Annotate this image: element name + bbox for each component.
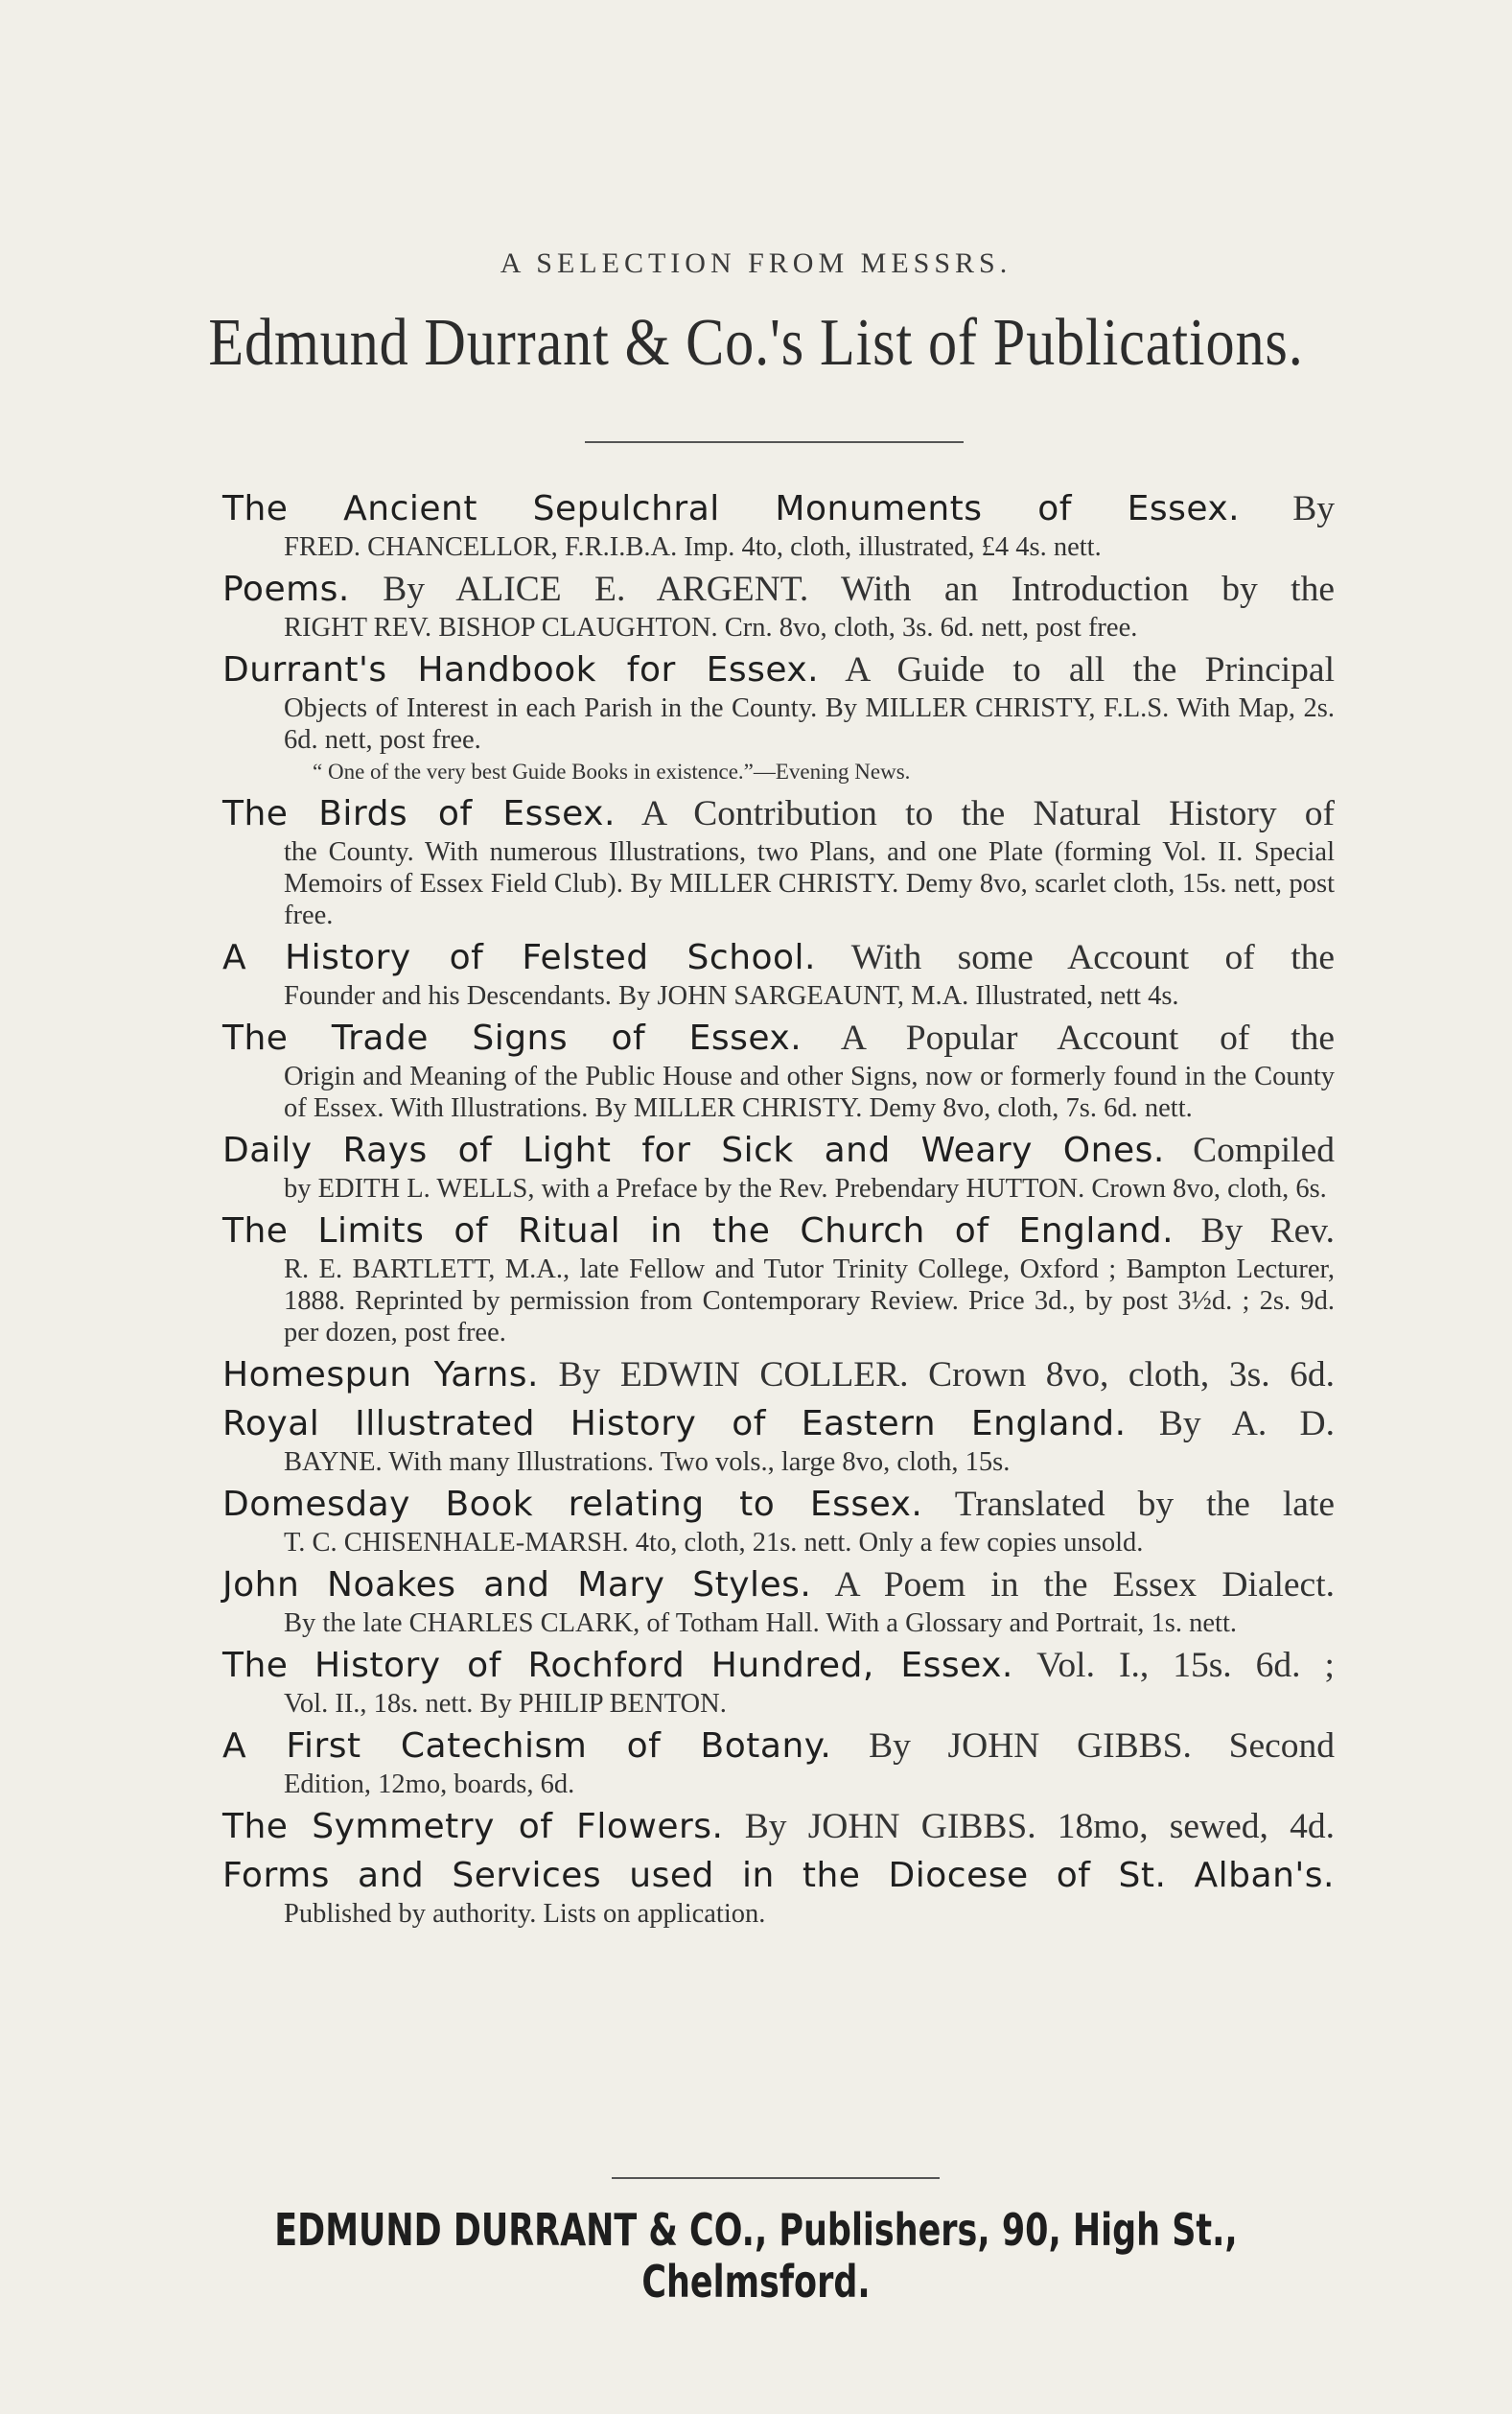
entry-text: Origin and Meaning of the Public House and other Signs, now or formerly found in the County of Essex. With Illustrations. By MILLER CHRISTY. Demy 8vo, cloth, 7s. 6d. nett. <box>284 1062 1335 1123</box>
entry-body <box>222 1898 1335 1930</box>
entry-title: The History of Rochford Hundred, Essex. <box>222 1646 1013 1685</box>
entry-lead: By EDWIN COLLER. Crown 8vo, cloth, 3s. 6d. <box>538 1355 1335 1394</box>
entry-lead: Translated by the late <box>922 1485 1335 1524</box>
entry-text: Founder and his Descendants. By JOHN SARGEAUNT, M.A. Illustrated, nett 4s. <box>284 981 1179 1011</box>
list-item <box>222 1017 1335 1124</box>
entry-heading <box>222 936 1335 980</box>
list-item <box>222 1854 1335 1930</box>
entry-body <box>222 1446 1335 1478</box>
entry-heading <box>222 1724 1335 1769</box>
entry-text: by EDITH L. WELLS, with a Preface by the Rev. Prebendary HUTTON. Crown 8vo, cloth, 6s. <box>284 1174 1327 1204</box>
entry-title: A History of Felsted School. <box>222 938 817 977</box>
list-item <box>222 568 1335 644</box>
entry-quote: “ One of the very best Guide Books in existence.”—Evening News. <box>313 760 911 784</box>
entry-body <box>222 1527 1335 1559</box>
entry-title: The Symmetry of Flowers. <box>222 1807 724 1846</box>
entry-text: the County. With numerous Illustrations, two Plans, and one Plate (forming Vol. II. Special Memoirs of Essex Field Club). By MILLER CHRISTY. Demy 8vo, scarlet cloth, 15s. nett, post free. <box>284 837 1335 930</box>
entry-lead: By Rev. <box>1174 1211 1335 1251</box>
entry-lead: By ALICE E. ARGENT. With an Introduction by the <box>349 570 1335 609</box>
entry-title: The Ancient Sepulchral Monuments of Essex. <box>222 489 1241 528</box>
entry-body <box>222 531 1335 563</box>
list-item <box>222 792 1335 931</box>
entry-heading <box>222 1017 1335 1061</box>
entry-heading <box>222 1805 1335 1849</box>
entry-title: Durrant's Handbook for Essex. <box>222 650 820 690</box>
entry-lead: With some Account of the <box>816 938 1336 977</box>
entry-lead: By <box>1240 489 1335 528</box>
entry-title: Daily Rays of Light for Sick and Weary Ones. <box>222 1131 1165 1170</box>
entry-heading <box>222 1563 1335 1607</box>
list-item <box>222 1129 1335 1205</box>
list-item <box>222 1209 1335 1348</box>
list-item <box>222 487 1335 563</box>
entry-lead: A Contribution to the Natural History of <box>615 794 1335 833</box>
entry-title: Royal Illustrated History of Eastern England. <box>222 1404 1127 1443</box>
entry-body <box>222 1769 1335 1800</box>
entry-heading <box>222 792 1335 836</box>
entry-title: Homespun Yarns. <box>222 1355 539 1394</box>
entry-text: FRED. CHANCELLOR, F.R.I.B.A. Imp. 4to, cloth, illustrated, £4 4s. nett. <box>284 532 1102 562</box>
entry-title: The Trade Signs of Essex. <box>222 1019 803 1058</box>
publisher-imprint: EDMUND DURRANT & CO., Publishers, 90, High St., Chelmsford. <box>274 2204 1238 2308</box>
entry-text: Edition, 12mo, boards, 6d. <box>284 1769 575 1799</box>
page-title: Edmund Durrant & Co.'s List of Publications. <box>208 306 1304 380</box>
entry-title: Poems. <box>222 570 350 609</box>
entry-title: Forms and Services used in the Diocese of St. Alban's. <box>222 1856 1335 1895</box>
entry-lead: A Popular Account of the <box>802 1019 1335 1058</box>
entry-text: By the late CHARLES CLARK, of Totham Hall. With a Glossary and Portrait, 1s. nett. <box>284 1608 1237 1638</box>
list-item <box>222 648 1335 787</box>
entry-text: Vol. II., 18s. nett. By PHILIP BENTON. <box>284 1689 727 1719</box>
page-kicker: A SELECTION FROM MESSRS. <box>500 247 1012 279</box>
divider <box>585 441 964 443</box>
entry-title: Domesday Book relating to Essex. <box>222 1485 923 1524</box>
entry-body <box>222 1173 1335 1205</box>
entry-title: A First Catechism of Botany. <box>222 1726 832 1766</box>
entry-text: T. C. CHISENHALE-MARSH. 4to, cloth, 21s. nett. Only a few copies unsold. <box>284 1528 1144 1558</box>
entry-heading <box>222 1209 1335 1254</box>
entry-body <box>222 836 1335 931</box>
entry-heading <box>222 1402 1335 1446</box>
entry-title: The Limits of Ritual in the Church of England. <box>222 1211 1175 1251</box>
entry-title: The Birds of Essex. <box>222 794 616 833</box>
entry-body <box>222 692 1335 787</box>
entry-lead: Vol. I., 15s. 6d. ; <box>1012 1646 1335 1685</box>
entry-text: Published by authority. Lists on application. <box>284 1899 766 1929</box>
entry-text: RIGHT REV. BISHOP CLAUGHTON. Crn. 8vo, cloth, 3s. 6d. nett, post free. <box>284 613 1138 643</box>
entry-lead: A Guide to all the Principal <box>819 650 1335 690</box>
entry-lead: By A. D. <box>1126 1404 1335 1443</box>
entry-text: BAYNE. With many Illustrations. Two vols., large 8vo, cloth, 15s. <box>284 1447 1011 1477</box>
publication-list <box>222 487 1335 1934</box>
entry-body <box>222 612 1335 644</box>
entry-heading <box>222 1854 1335 1898</box>
entry-heading <box>222 487 1335 531</box>
divider <box>612 2177 940 2179</box>
entry-lead: By JOHN GIBBS. 18mo, sewed, 4d. <box>723 1807 1335 1846</box>
entry-lead: A Poem in the Essex Dialect. <box>811 1565 1335 1605</box>
entry-lead: By JOHN GIBBS. Second <box>831 1726 1335 1766</box>
entry-body <box>222 1061 1335 1124</box>
list-item <box>222 1805 1335 1849</box>
list-item <box>222 936 1335 1012</box>
entry-text: Objects of Interest in each Parish in the County. By MILLER CHRISTY, F.L.S. With Map, 2s. 6d. nett, post free. <box>284 693 1335 755</box>
entry-heading <box>222 1129 1335 1173</box>
entry-title: John Noakes and Mary Styles. <box>222 1565 812 1605</box>
list-item <box>222 1483 1335 1559</box>
entry-text: R. E. BARTLETT, M.A., late Fellow and Tutor Trinity College, Oxford ; Bampton Lecturer, 1888. Reprinted by permission from Contemporary Review. Price 3d., by post 3½d. ; 2s. 9d. per dozen, post free. <box>284 1254 1335 1348</box>
entry-heading <box>222 568 1335 612</box>
entry-body <box>222 980 1335 1012</box>
list-item <box>222 1724 1335 1800</box>
list-item <box>222 1353 1335 1397</box>
list-item <box>222 1644 1335 1720</box>
entry-body <box>222 1254 1335 1348</box>
entry-body <box>222 1688 1335 1720</box>
entry-heading <box>222 1644 1335 1688</box>
list-item <box>222 1402 1335 1478</box>
entry-heading <box>222 1483 1335 1527</box>
entry-heading <box>222 1353 1335 1397</box>
entry-heading <box>222 648 1335 692</box>
list-item <box>222 1563 1335 1639</box>
entry-body <box>222 1607 1335 1639</box>
entry-lead: Compiled <box>1164 1131 1335 1170</box>
